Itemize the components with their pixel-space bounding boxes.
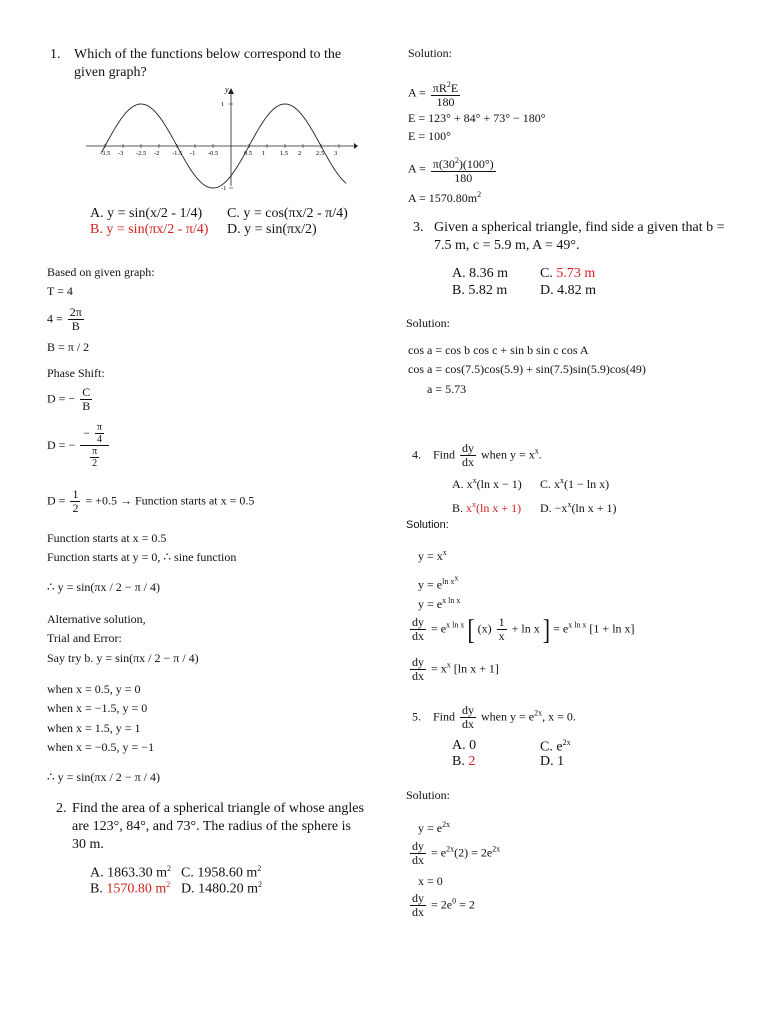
- x-tick-label: -2.5: [136, 150, 147, 157]
- q5-choice-b: [452, 754, 475, 770]
- q1-b-val: B = π / 2: [47, 340, 90, 354]
- compound-fraction: [80, 422, 109, 469]
- x-sup: x: [567, 500, 572, 509]
- dy-dx: [410, 656, 426, 683]
- b-value: x: [466, 501, 473, 515]
- area-fraction: [431, 78, 460, 109]
- sol2-e1: E = 123° + 84° + 73° − 180°: [408, 111, 546, 125]
- q2-question: Find the area of a spherical triangle of whose angles are 123°, 84°, and 73°. The radius of the sphere is 30 m.: [72, 801, 364, 852]
- q5-s4: [408, 892, 475, 919]
- num-part: π(30: [432, 157, 455, 171]
- q1-say: Say try b. y = sin(πx / 2 − π / 4): [47, 651, 199, 665]
- c-tail: (1 − ln x): [564, 477, 610, 491]
- when-tail: , x = 0.: [542, 709, 576, 724]
- exp-2x: 2x: [492, 844, 501, 854]
- frac-den: 180: [436, 95, 455, 109]
- q2-b-prefix: B.: [90, 881, 107, 897]
- x-tick-label: -0.5: [208, 150, 219, 157]
- q5-s3: x = 0: [418, 874, 443, 888]
- frac-num: [80, 422, 109, 446]
- q1-number: 1.: [50, 47, 61, 62]
- y-tick-label: -1: [221, 185, 227, 192]
- q4-choice-c: [540, 476, 609, 492]
- frac-den: [80, 446, 109, 469]
- s4-e: = e: [431, 621, 447, 636]
- s2-tail: (2) = 2e: [454, 845, 493, 860]
- q5-choice-c: [540, 738, 571, 756]
- frac-den: 2: [72, 501, 79, 515]
- frac-num: C: [82, 385, 91, 399]
- four-eq-label: 4 =: [47, 311, 63, 326]
- a-eq-label: A =: [408, 161, 426, 176]
- s5-x: = x: [431, 661, 447, 676]
- s2-text: y = e: [418, 577, 443, 592]
- x-sup: x: [446, 660, 451, 670]
- q3-choice-d: D. 4.82 m: [540, 283, 596, 298]
- dy-dx: [460, 442, 476, 469]
- frac-num: 1: [72, 487, 79, 501]
- q4-number: 4.: [412, 447, 421, 462]
- pi-over-2: [90, 446, 99, 469]
- frac-num: π: [92, 446, 98, 457]
- q3-sol-line3: a = 5.73: [427, 382, 467, 396]
- q4-s3: [418, 596, 460, 612]
- q4-s5: [408, 656, 499, 683]
- dy-dx: [460, 704, 476, 731]
- q5-number: 5.: [412, 709, 421, 724]
- q3-sol-line2: cos a = cos(7.5)cos(5.9) + sin(7.5)sin(5.9)cos(49): [408, 362, 646, 376]
- x-sup: x: [560, 476, 565, 485]
- frac-num: dy: [412, 891, 424, 905]
- q5-question: [412, 704, 576, 731]
- sol2-a-eq2: [408, 154, 498, 185]
- sol2-a-eq: [408, 78, 462, 109]
- q1-when-1: when x = 0.5, y = 0: [47, 682, 141, 696]
- sq: 2: [258, 880, 262, 889]
- q3-choice-a: A. 8.36 m: [452, 266, 508, 281]
- x-tick-label: -3.5: [100, 150, 111, 157]
- q1-start-y: Function starts at y = 0, ∴ sine function: [47, 550, 237, 564]
- q1-four-eq: [47, 306, 86, 333]
- d-eq2-label: D = −: [47, 438, 76, 452]
- d-tail: = +0.5 → Function starts at x = 0.5: [85, 493, 255, 508]
- q4-s2: [418, 573, 458, 593]
- num-tail: )(100°): [458, 157, 494, 171]
- bracket-close: ]: [542, 612, 551, 646]
- b-prefix: B.: [452, 501, 467, 515]
- q2-choice-c: [181, 864, 261, 882]
- q1-start-x: Function starts at x = 0.5: [47, 531, 167, 545]
- q4-choice-b: [452, 500, 521, 516]
- frac-num: dy: [412, 615, 424, 629]
- frac-den: x: [498, 629, 505, 643]
- y-axis-arrow: [228, 88, 234, 94]
- dy-dx: [410, 892, 426, 919]
- s3-text: y = e: [418, 597, 443, 611]
- q1-t: T = 4: [47, 284, 73, 298]
- a-tail: (ln x − 1): [476, 477, 522, 491]
- q2-b-value: 1570.80 m: [106, 881, 167, 897]
- q4-s4: [408, 612, 635, 646]
- dy-dx: [410, 616, 426, 643]
- q4-s1: [418, 548, 447, 564]
- c-over-b: [80, 386, 92, 413]
- x-sup: x: [442, 548, 447, 557]
- s1-text: y = e: [418, 821, 443, 835]
- frac-den: 180: [454, 171, 473, 185]
- q3-c-value: 5.73 m: [556, 266, 596, 281]
- num-tail: E: [450, 81, 459, 95]
- b-prefix: B.: [452, 754, 469, 769]
- q1-d-eq3: [47, 488, 254, 515]
- q1-when-4: when x = −0.5, y = −1: [47, 740, 155, 754]
- q5-s2: [408, 840, 500, 867]
- b-tail: (ln x + 1): [476, 501, 522, 515]
- frac-den: dx: [462, 717, 475, 731]
- c-text: C. x: [540, 477, 561, 491]
- q1-alt: Alternative solution,: [47, 612, 146, 626]
- x-tick-label: 1: [262, 150, 266, 157]
- x-tick-label: 2.5: [316, 150, 325, 157]
- sq: 2: [477, 190, 482, 199]
- dy-dx: [410, 840, 426, 867]
- q1-choice-c: C. y = cos(πx/2 - π/4): [227, 206, 348, 221]
- q5-choice-a: A. 0: [452, 738, 477, 753]
- q2-c-text: C. 1958.60 m: [181, 865, 258, 881]
- q2-a-text: A. 1863.30 m: [90, 865, 167, 881]
- q1-sine-graph: [86, 85, 358, 192]
- q4-choice-d: [540, 500, 617, 516]
- q3-sol-title: Solution:: [406, 316, 451, 330]
- frac-num: dy: [462, 441, 475, 455]
- s4-result-text: 1 + ln x: [593, 621, 631, 636]
- frac-den: 2: [92, 458, 98, 469]
- frac-num: [431, 78, 460, 96]
- q4-choice-a: [452, 476, 522, 492]
- s4-text: = 2e: [431, 897, 453, 912]
- sol2-a-final: [408, 190, 481, 206]
- d-eq3-label: D =: [47, 493, 66, 508]
- a-text: A. x: [452, 477, 473, 491]
- exp-xlnx: x ln x: [442, 596, 461, 605]
- bracket-open: [: [467, 612, 475, 646]
- a-final-text: A = 1570.80m: [408, 191, 478, 205]
- q3-c-prefix: C.: [540, 266, 557, 281]
- q4-sol-title: Solution:: [406, 519, 449, 531]
- d-tail: (ln x + 1): [571, 501, 617, 515]
- q1-based: Based on given graph:: [47, 265, 155, 279]
- q5-sol-title: Solution:: [406, 788, 451, 802]
- x-tick-label: -3: [118, 150, 124, 157]
- x-tick-label: 2: [298, 150, 302, 157]
- q1-choice-d: D. y = sin(πx/2): [227, 222, 317, 237]
- frac-den: dx: [462, 455, 475, 469]
- q3-sol-line1: cos a = cos b cos c + sin b sin c cos A: [408, 343, 589, 357]
- q1-trial: Trial and Error:: [47, 631, 122, 645]
- exp-2x: 2x: [534, 708, 543, 718]
- q1-when-3: when x = 1.5, y = 1: [47, 721, 141, 735]
- x-sup: x: [472, 476, 477, 485]
- a-eq-label: A =: [408, 85, 426, 100]
- exp-2x: 2x: [446, 844, 455, 854]
- x-sup: x: [472, 500, 477, 509]
- s1-text: y = x: [418, 549, 443, 563]
- frac-num: dy: [462, 703, 475, 717]
- frac-den: dx: [412, 629, 424, 643]
- frac-den: 4: [97, 434, 103, 445]
- area-fraction-2: [431, 154, 496, 185]
- q1-therefore2: ∴ y = sin(πx / 2 − π / 4): [47, 770, 160, 784]
- frac-num: π: [96, 422, 103, 433]
- frac-num: [431, 154, 496, 172]
- q3-choice-c: [540, 266, 595, 282]
- frac-den: B: [71, 319, 80, 333]
- q5-choice-d: D. 1: [540, 754, 565, 769]
- sq: 2: [166, 880, 171, 889]
- s5-bracket: [ln x + 1]: [453, 661, 499, 676]
- s4-tail: = 2: [456, 897, 475, 912]
- x-sup: x: [534, 446, 539, 456]
- d-text: D. −x: [540, 501, 568, 515]
- x-tick-label: -1: [190, 150, 196, 157]
- q1-therefore1: ∴ y = sin(πx / 2 − π / 4): [47, 580, 160, 594]
- q1-choice-b: B. y = sin(πx/2 - π/4): [90, 222, 209, 237]
- find-label: Find: [433, 709, 456, 724]
- q2-choice-b: [90, 880, 170, 898]
- q2-number: 2.: [56, 801, 67, 816]
- frac-den: dx: [412, 669, 424, 683]
- twopi-over-b: [68, 306, 84, 333]
- x-tick-label: 1.5: [280, 150, 289, 157]
- sq: 2: [167, 864, 171, 873]
- pi-over-4: [95, 422, 104, 445]
- exp-0: 0: [452, 896, 457, 906]
- one-half: [70, 488, 80, 515]
- q2-choice-d: [181, 880, 262, 898]
- frac-den: dx: [412, 905, 424, 919]
- frac-num: dy: [412, 655, 424, 669]
- sq: 2: [454, 156, 459, 165]
- q2-d-text: D. 1480.20 m: [181, 881, 258, 897]
- s4-x: (x): [477, 621, 492, 636]
- x-tick-label: 3: [334, 150, 338, 157]
- x-axis-arrow: [354, 143, 358, 149]
- q3-choice-b: B. 5.82 m: [452, 283, 508, 298]
- exp-lnx: ln xx: [442, 573, 459, 586]
- s5-text: ln x + 1: [457, 661, 495, 676]
- c-text: C. e: [540, 739, 563, 755]
- q1-when-2: when x = −1.5, y = 0: [47, 701, 148, 715]
- q3-question: Given a spherical triangle, find side a given that b = 7.5 m, c = 5.9 m, A = 49°.: [434, 220, 725, 253]
- s2-e: = e: [431, 845, 447, 860]
- q3-number: 3.: [413, 220, 424, 235]
- exp: x ln x: [568, 620, 587, 630]
- y-tick-label: 1: [221, 101, 225, 108]
- sq: 2: [446, 80, 451, 89]
- y-axis-label: y: [225, 85, 229, 94]
- x-tick-label: -1.5: [172, 150, 183, 157]
- sol2-title: Solution:: [408, 46, 453, 60]
- q1-choice-a: A. y = sin(x/2 - 1/4): [90, 206, 203, 221]
- q1-question: Which of the functions below correspond to the given graph?: [74, 47, 342, 80]
- frac-num: 1: [498, 615, 505, 629]
- s4-e2: = e: [553, 621, 569, 636]
- exp-2x: 2x: [442, 820, 451, 829]
- b-value: 2: [468, 754, 476, 769]
- one-over-x: [497, 616, 507, 643]
- exp: x ln x: [446, 620, 465, 630]
- frac-num: 2π: [69, 305, 82, 319]
- when-text: when y = e: [481, 709, 535, 724]
- s4-result: [1 + ln x]: [589, 621, 635, 636]
- sol2-e2: E = 100°: [408, 129, 451, 143]
- d-eq-label: D = −: [47, 391, 76, 406]
- b-answer: [466, 501, 521, 515]
- exp-2x: 2x: [562, 738, 571, 747]
- frac-num: dy: [412, 839, 424, 853]
- s4-lnx: + ln x: [511, 621, 540, 636]
- q2-choice-a: [90, 864, 171, 882]
- q1-d-eq2: [47, 422, 111, 469]
- sq: 2: [257, 864, 262, 873]
- q4-question: 4. Find $\frac{dy}{dx}$ when $y = x^x$.: [412, 441, 542, 469]
- q1-phase: Phase Shift:: [47, 366, 105, 380]
- x-tick-label: 0.5: [244, 150, 253, 157]
- frac-den: dx: [412, 853, 424, 867]
- q1-d-eq: [47, 386, 94, 413]
- x-tick-label: -2: [154, 150, 160, 157]
- when-text: when y = x: [481, 447, 535, 462]
- q5-s1: [418, 820, 450, 836]
- frac-den: B: [82, 399, 91, 413]
- find-label: Find: [433, 447, 456, 462]
- num-part: πR: [432, 81, 447, 95]
- neg-sign: −: [83, 426, 90, 440]
